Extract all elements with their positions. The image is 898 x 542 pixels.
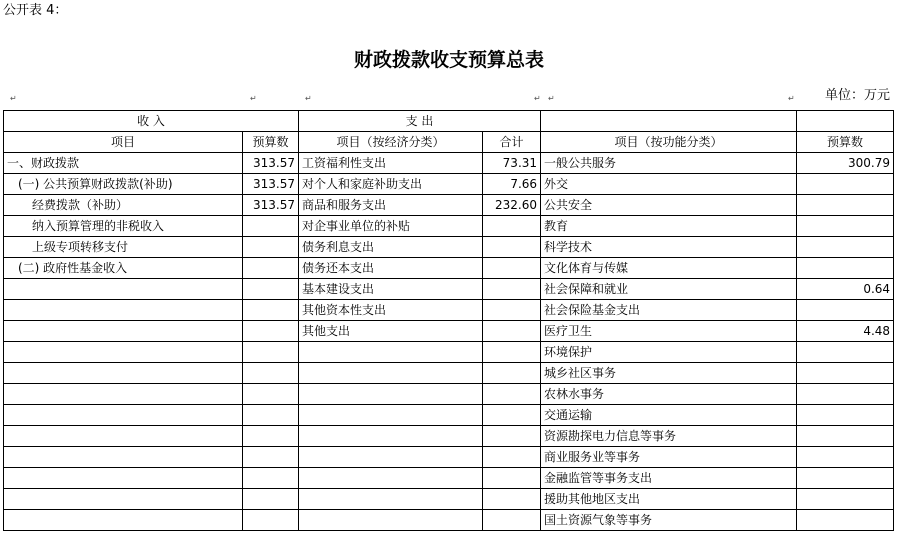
empty-header-cell xyxy=(797,111,894,132)
income-item-cell: (一) 公共预算财政拨款(补助) xyxy=(4,174,243,195)
func-item-cell: 文化体育与传媒 xyxy=(541,258,797,279)
income-section-header: 收 入 xyxy=(4,111,299,132)
income-amount-cell xyxy=(243,405,299,426)
income-item-cell xyxy=(4,510,243,531)
econ-total-cell xyxy=(483,447,541,468)
income-amount-cell xyxy=(243,489,299,510)
func-budget-header: 预算数 xyxy=(797,132,894,153)
header-row-columns xyxy=(4,132,894,153)
income-amount-cell xyxy=(243,384,299,405)
table-row xyxy=(4,447,894,468)
econ-item-cell: 工资福利性支出 xyxy=(299,153,483,174)
func-item-cell: 金融监管等事务支出 xyxy=(541,468,797,489)
econ-total-cell xyxy=(483,279,541,300)
income-amount-cell xyxy=(243,237,299,258)
func-item-cell: 农林水事务 xyxy=(541,384,797,405)
func-item-cell: 环境保护 xyxy=(541,342,797,363)
income-item-cell xyxy=(4,426,243,447)
econ-total-cell xyxy=(483,405,541,426)
econ-item-cell xyxy=(299,405,483,426)
func-item-cell: 外交 xyxy=(541,174,797,195)
income-item-cell: (二) 政府性基金收入 xyxy=(4,258,243,279)
paragraph-mark-icon: ↵ xyxy=(10,94,17,103)
income-amount-cell xyxy=(243,279,299,300)
func-item-cell: 社会保障和就业 xyxy=(541,279,797,300)
func-item-cell: 商业服务业等事务 xyxy=(541,447,797,468)
econ-item-header: 项目（按经济分类） xyxy=(299,132,483,153)
func-amount-cell xyxy=(797,300,894,321)
income-amount-cell xyxy=(243,510,299,531)
income-item-cell: 一、财政拨款 xyxy=(4,153,243,174)
table-row xyxy=(4,216,894,237)
econ-item-cell xyxy=(299,363,483,384)
income-amount-cell xyxy=(243,342,299,363)
func-amount-cell xyxy=(797,468,894,489)
econ-item-cell: 债务还本支出 xyxy=(299,258,483,279)
econ-total-cell xyxy=(483,363,541,384)
func-item-cell: 城乡社区事务 xyxy=(541,363,797,384)
paragraph-mark-icon: ↵ xyxy=(534,94,541,103)
table-row xyxy=(4,195,894,216)
econ-item-cell: 其他支出 xyxy=(299,321,483,342)
func-amount-cell: 4.48 xyxy=(797,321,894,342)
budget-summary-table xyxy=(3,110,894,531)
func-item-cell: 一般公共服务 xyxy=(541,153,797,174)
table-caption: 公开表 4： xyxy=(3,3,68,18)
table-row xyxy=(4,279,894,300)
income-item-cell xyxy=(4,489,243,510)
income-item-cell: 经费拨款（补助） xyxy=(4,195,243,216)
func-amount-cell xyxy=(797,195,894,216)
econ-total-cell xyxy=(483,510,541,531)
func-item-cell: 国土资源气象等事务 xyxy=(541,510,797,531)
func-item-cell: 公共安全 xyxy=(541,195,797,216)
paragraph-mark-icon: ↵ xyxy=(305,94,312,103)
income-item-cell xyxy=(4,279,243,300)
func-amount-cell xyxy=(797,342,894,363)
income-item-cell: 纳入预算管理的非税收入 xyxy=(4,216,243,237)
income-budget-header: 预算数 xyxy=(243,132,299,153)
func-amount-cell xyxy=(797,426,894,447)
func-item-cell: 教育 xyxy=(541,216,797,237)
income-amount-cell xyxy=(243,216,299,237)
table-row xyxy=(4,405,894,426)
func-amount-cell: 0.64 xyxy=(797,279,894,300)
econ-total-cell: 232.60 xyxy=(483,195,541,216)
econ-item-cell: 基本建设支出 xyxy=(299,279,483,300)
func-item-cell: 交通运输 xyxy=(541,405,797,426)
func-item-cell: 医疗卫生 xyxy=(541,321,797,342)
table-row xyxy=(4,174,894,195)
income-amount-cell: 313.57 xyxy=(243,174,299,195)
paragraph-mark-icon: ↵ xyxy=(788,94,795,103)
econ-total-header: 合计 xyxy=(483,132,541,153)
econ-total-cell xyxy=(483,384,541,405)
func-amount-cell: 300.79 xyxy=(797,153,894,174)
table-row xyxy=(4,468,894,489)
econ-item-cell: 对企事业单位的补贴 xyxy=(299,216,483,237)
income-amount-cell xyxy=(243,258,299,279)
income-amount-cell xyxy=(243,363,299,384)
income-amount-cell xyxy=(243,426,299,447)
func-amount-cell xyxy=(797,405,894,426)
table-row xyxy=(4,426,894,447)
unit-label: 单位：万元 xyxy=(824,88,890,103)
econ-item-cell: 商品和服务支出 xyxy=(299,195,483,216)
expenditure-section-header: 支 出 xyxy=(299,111,541,132)
econ-total-cell xyxy=(483,321,541,342)
table-row xyxy=(4,237,894,258)
econ-total-cell: 7.66 xyxy=(483,174,541,195)
econ-total-cell xyxy=(483,342,541,363)
income-item-cell xyxy=(4,363,243,384)
func-item-cell: 援助其他地区支出 xyxy=(541,489,797,510)
econ-total-cell xyxy=(483,300,541,321)
func-item-cell: 社会保险基金支出 xyxy=(541,300,797,321)
income-amount-cell xyxy=(243,321,299,342)
income-item-cell xyxy=(4,300,243,321)
func-amount-cell xyxy=(797,216,894,237)
func-amount-cell xyxy=(797,447,894,468)
econ-total-cell: 73.31 xyxy=(483,153,541,174)
income-item-cell xyxy=(4,321,243,342)
table-row xyxy=(4,510,894,531)
header-row-sections xyxy=(4,111,894,132)
econ-total-cell xyxy=(483,237,541,258)
func-amount-cell xyxy=(797,510,894,531)
func-amount-cell xyxy=(797,384,894,405)
table-row xyxy=(4,300,894,321)
income-amount-cell xyxy=(243,447,299,468)
econ-total-cell xyxy=(483,426,541,447)
econ-item-cell: 债务利息支出 xyxy=(299,237,483,258)
econ-item-cell xyxy=(299,384,483,405)
econ-item-cell xyxy=(299,426,483,447)
table-row xyxy=(4,342,894,363)
empty-header-cell xyxy=(541,111,797,132)
func-amount-cell xyxy=(797,363,894,384)
income-amount-cell: 313.57 xyxy=(243,153,299,174)
table-row xyxy=(4,153,894,174)
income-amount-cell xyxy=(243,300,299,321)
econ-total-cell xyxy=(483,468,541,489)
table-row xyxy=(4,363,894,384)
func-item-cell: 资源勘探电力信息等事务 xyxy=(541,426,797,447)
income-item-cell xyxy=(4,447,243,468)
econ-total-cell xyxy=(483,489,541,510)
table-row xyxy=(4,489,894,510)
income-item-cell xyxy=(4,468,243,489)
func-item-cell: 科学技术 xyxy=(541,237,797,258)
page-title: 财政拨款收支预算总表 xyxy=(353,49,544,71)
econ-item-cell xyxy=(299,447,483,468)
func-amount-cell xyxy=(797,174,894,195)
paragraph-mark-icon: ↵ xyxy=(250,94,257,103)
econ-item-cell: 对个人和家庭补助支出 xyxy=(299,174,483,195)
paragraph-mark-icon: ↵ xyxy=(548,94,555,103)
func-item-header: 项目（按功能分类） xyxy=(541,132,797,153)
econ-item-cell xyxy=(299,510,483,531)
income-amount-cell: 313.57 xyxy=(243,195,299,216)
table-row xyxy=(4,258,894,279)
econ-total-cell xyxy=(483,216,541,237)
income-item-header: 项目 xyxy=(4,132,243,153)
income-item-cell xyxy=(4,384,243,405)
table-row xyxy=(4,321,894,342)
func-amount-cell xyxy=(797,237,894,258)
econ-item-cell: 其他资本性支出 xyxy=(299,300,483,321)
income-item-cell xyxy=(4,405,243,426)
econ-item-cell xyxy=(299,468,483,489)
econ-item-cell xyxy=(299,342,483,363)
func-amount-cell xyxy=(797,489,894,510)
econ-total-cell xyxy=(483,258,541,279)
econ-item-cell xyxy=(299,489,483,510)
income-item-cell: 上级专项转移支付 xyxy=(4,237,243,258)
func-amount-cell xyxy=(797,258,894,279)
table-row xyxy=(4,384,894,405)
income-item-cell xyxy=(4,342,243,363)
income-amount-cell xyxy=(243,468,299,489)
